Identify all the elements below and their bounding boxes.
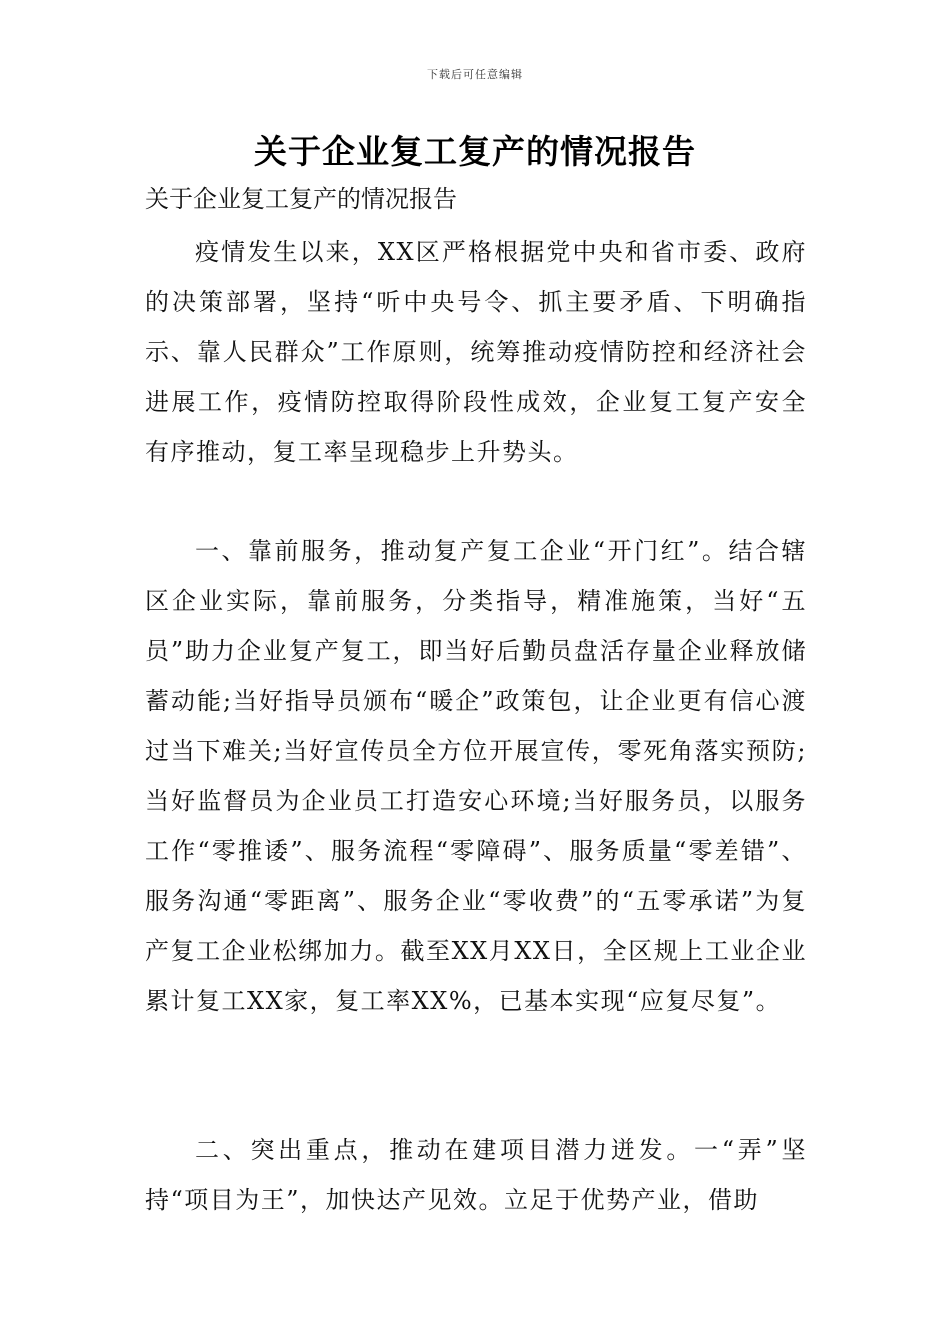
paragraph-section-two: 二、突出重点，推动在建项目潜力迸发。一“弄”坚持“项目为王”，加快达产见效。立足于优势产业，借助 (145, 1136, 807, 1214)
document-title: 关于企业复工复产的情况报告 (254, 132, 696, 171)
paragraph-section-one: 一、靠前服务，推动复产复工企业“开门红”。结合辖区企业实际，靠前服务，分类指导，精准施策，当好“五员”助力企业复产复工，即当好后勤员盘活存量企业释放储蓄动能;当好指导员颁布“暖企”政策包，让企业更有信心渡过当下难关;当好宣传员全方位开展宣传，零死角落实预防;当好监督员为企业员工打造安心环境;当好服务员，以服务工作“零推诿”、服务流程“零障碍”、服务质量“零差错”、服务沟通“零距离”、服务企业“零收费”的“五零承诺”为复产复工企业松绑加力。截至XX月XX日，全区规上工业企业累计复工XX家，复工率XX%，已基本实现“应复尽复”。 (145, 537, 807, 1015)
document-subtitle: 关于企业复工复产的情况报告 (145, 185, 457, 213)
paragraph-intro: 疫情发生以来，XX区严格根据党中央和省市委、政府的决策部署，坚持“听中央号令、抓主要矛盾、下明确指示、靠人民群众”工作原则，统筹推动疫情防控和经济社会进展工作，疫情防控取得阶段性成效，企业复工复产安全有序推动，复工率呈现稳步上升势头。 (145, 238, 807, 466)
header-note: 下载后可任意编辑 (427, 68, 523, 81)
